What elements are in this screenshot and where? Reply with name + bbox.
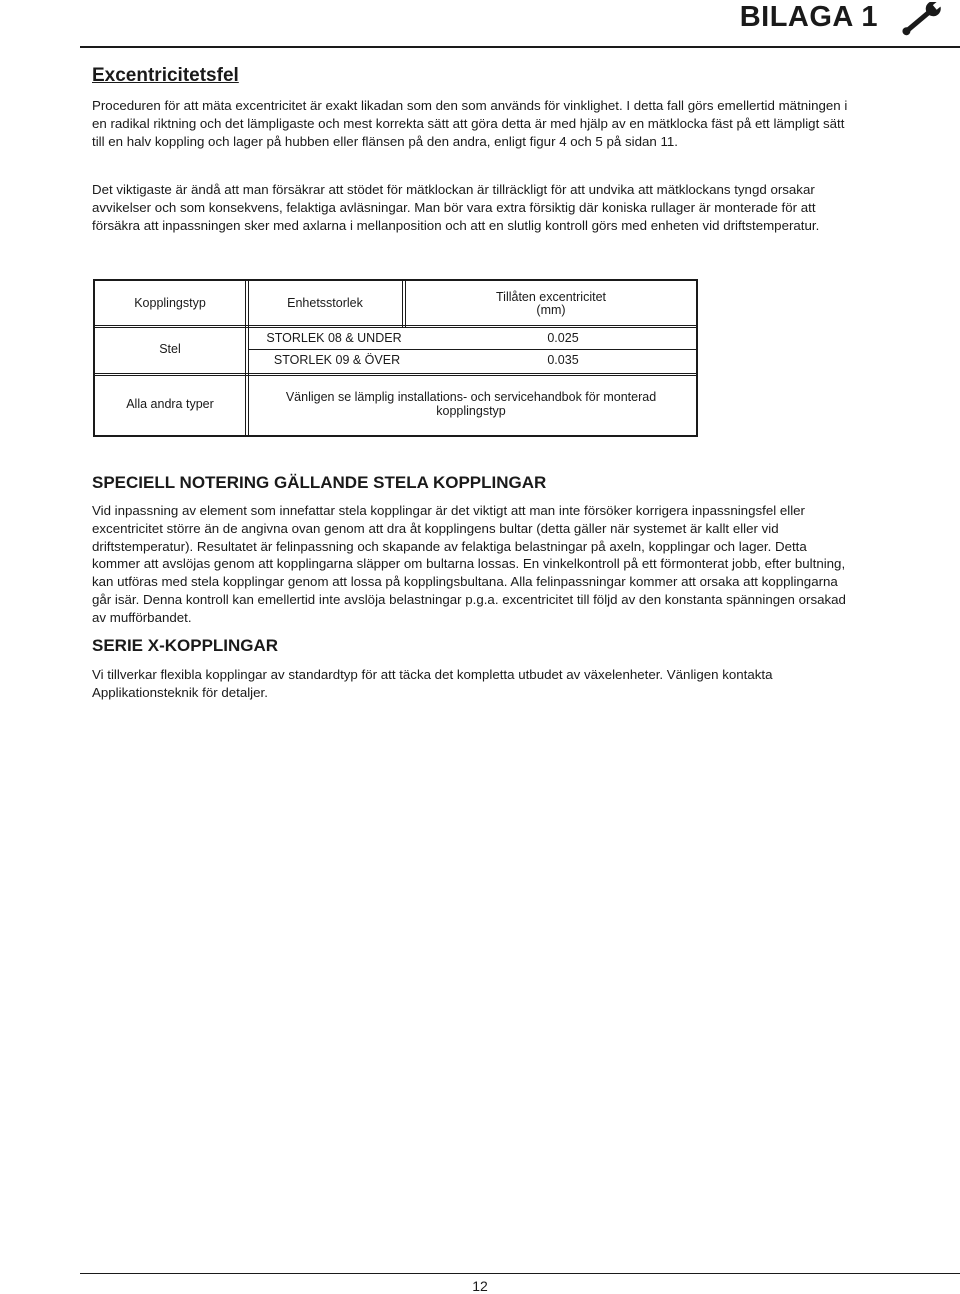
appendix-title: BILAGA 1 — [739, 1, 878, 33]
rigid-type-label: Stel — [159, 342, 181, 356]
header-unit: (mm) — [536, 303, 566, 317]
header-allowed-eccentricity: Tillåten excentricitet — [496, 290, 606, 304]
eccentricity-paragraph-2: Det viktigaste är ändå att man försäkrar att stödet för mätklockan är tillräckligt för att undvika att mätklockans tyngd orsakar avvikelser och som konsekvens, felaktiga avläsningar. Man bör vara extra försiktig där koniska rullager är monterade för att försäkra att inpassningen sker med axlarna i mellanposition och att en slutlig kontroll görs med enheten vid driftstemperatur. — [92, 182, 820, 233]
rigid-couplings-paragraph: Vid inpassning av element som innefattar stela kopplingar är det viktigt att man inte försöker korrigera inpassningsfel eller excentricitet större än de angivna ovan genom att dra åt kopplingens bultar (detta gäller när systemet är kallt eller vid driftstemperatur). Resultatet är felinpassning och skapande av felaktiga belastningar på axeln, kopplingar och lager. Detta kommer att avslöjas genom att kopplingarna släpper om bultarna lossas. En vinkelkontroll på ett förmonterat jobb, efter bultning, kan utföras med stela kopplingar genom att lossa på kopplingsbultana. Alla felinpassningar kommer att orsaka att kopplingarna går isär. Denna kontroll kan emellertid inte avslöja belastningar p.g.a. excentricitet till följd av den konstanta spänningen orsakad av mufförbandet. — [92, 503, 846, 625]
header-unit-size: Enhetsstorlek — [287, 296, 363, 310]
other-type-note: Vänligen se lämplig installations- och servicehandbok för monterad kopplingstyp — [285, 390, 657, 418]
eccentricity-paragraph-1: Proceduren för att mäta excentricitet är exakt likadan som den som används för vinklighet. I detta fall görs emellertid mätningen i en radikal riktning och det lämpligaste och mest korrekta sätt att göra detta är med hjälp av en mätklocka fäst på ett lämpligt sätt till en halv koppling och lager på hubben eller flänsen på den andra, enligt figur 4 och 5 på sidan 11. — [92, 98, 848, 149]
wrench-icon — [890, 2, 952, 36]
page-number: 12 — [472, 1278, 488, 1294]
rigid-value-2: 0.035 — [547, 353, 579, 367]
rigid-couplings-heading: SPECIELL NOTERING GÄLLANDE STELA KOPPLINGAR — [92, 473, 547, 492]
serie-x-heading: SERIE X-KOPPLINGAR — [92, 636, 279, 655]
header-rule — [80, 46, 960, 48]
footer-rule — [80, 1273, 960, 1274]
other-type-label: Alla andra typer — [126, 397, 214, 411]
section-title: Excentricitetsfel — [92, 65, 239, 86]
rigid-value-1: 0.025 — [547, 331, 579, 345]
rigid-size-1: STORLEK 08 & UNDER — [266, 331, 402, 345]
eccentricity-table — [93, 279, 698, 437]
header-coupling-type: Kopplingstyp — [134, 296, 206, 310]
serie-x-paragraph: Vi tillverkar flexibla kopplingar av standardtyp för att täcka det kompletta utbudet av växelenheter. Vänligen kontakta Applikationsteknik för detaljer. — [92, 667, 773, 700]
rigid-size-2: STORLEK 09 & ÖVER — [273, 353, 401, 367]
